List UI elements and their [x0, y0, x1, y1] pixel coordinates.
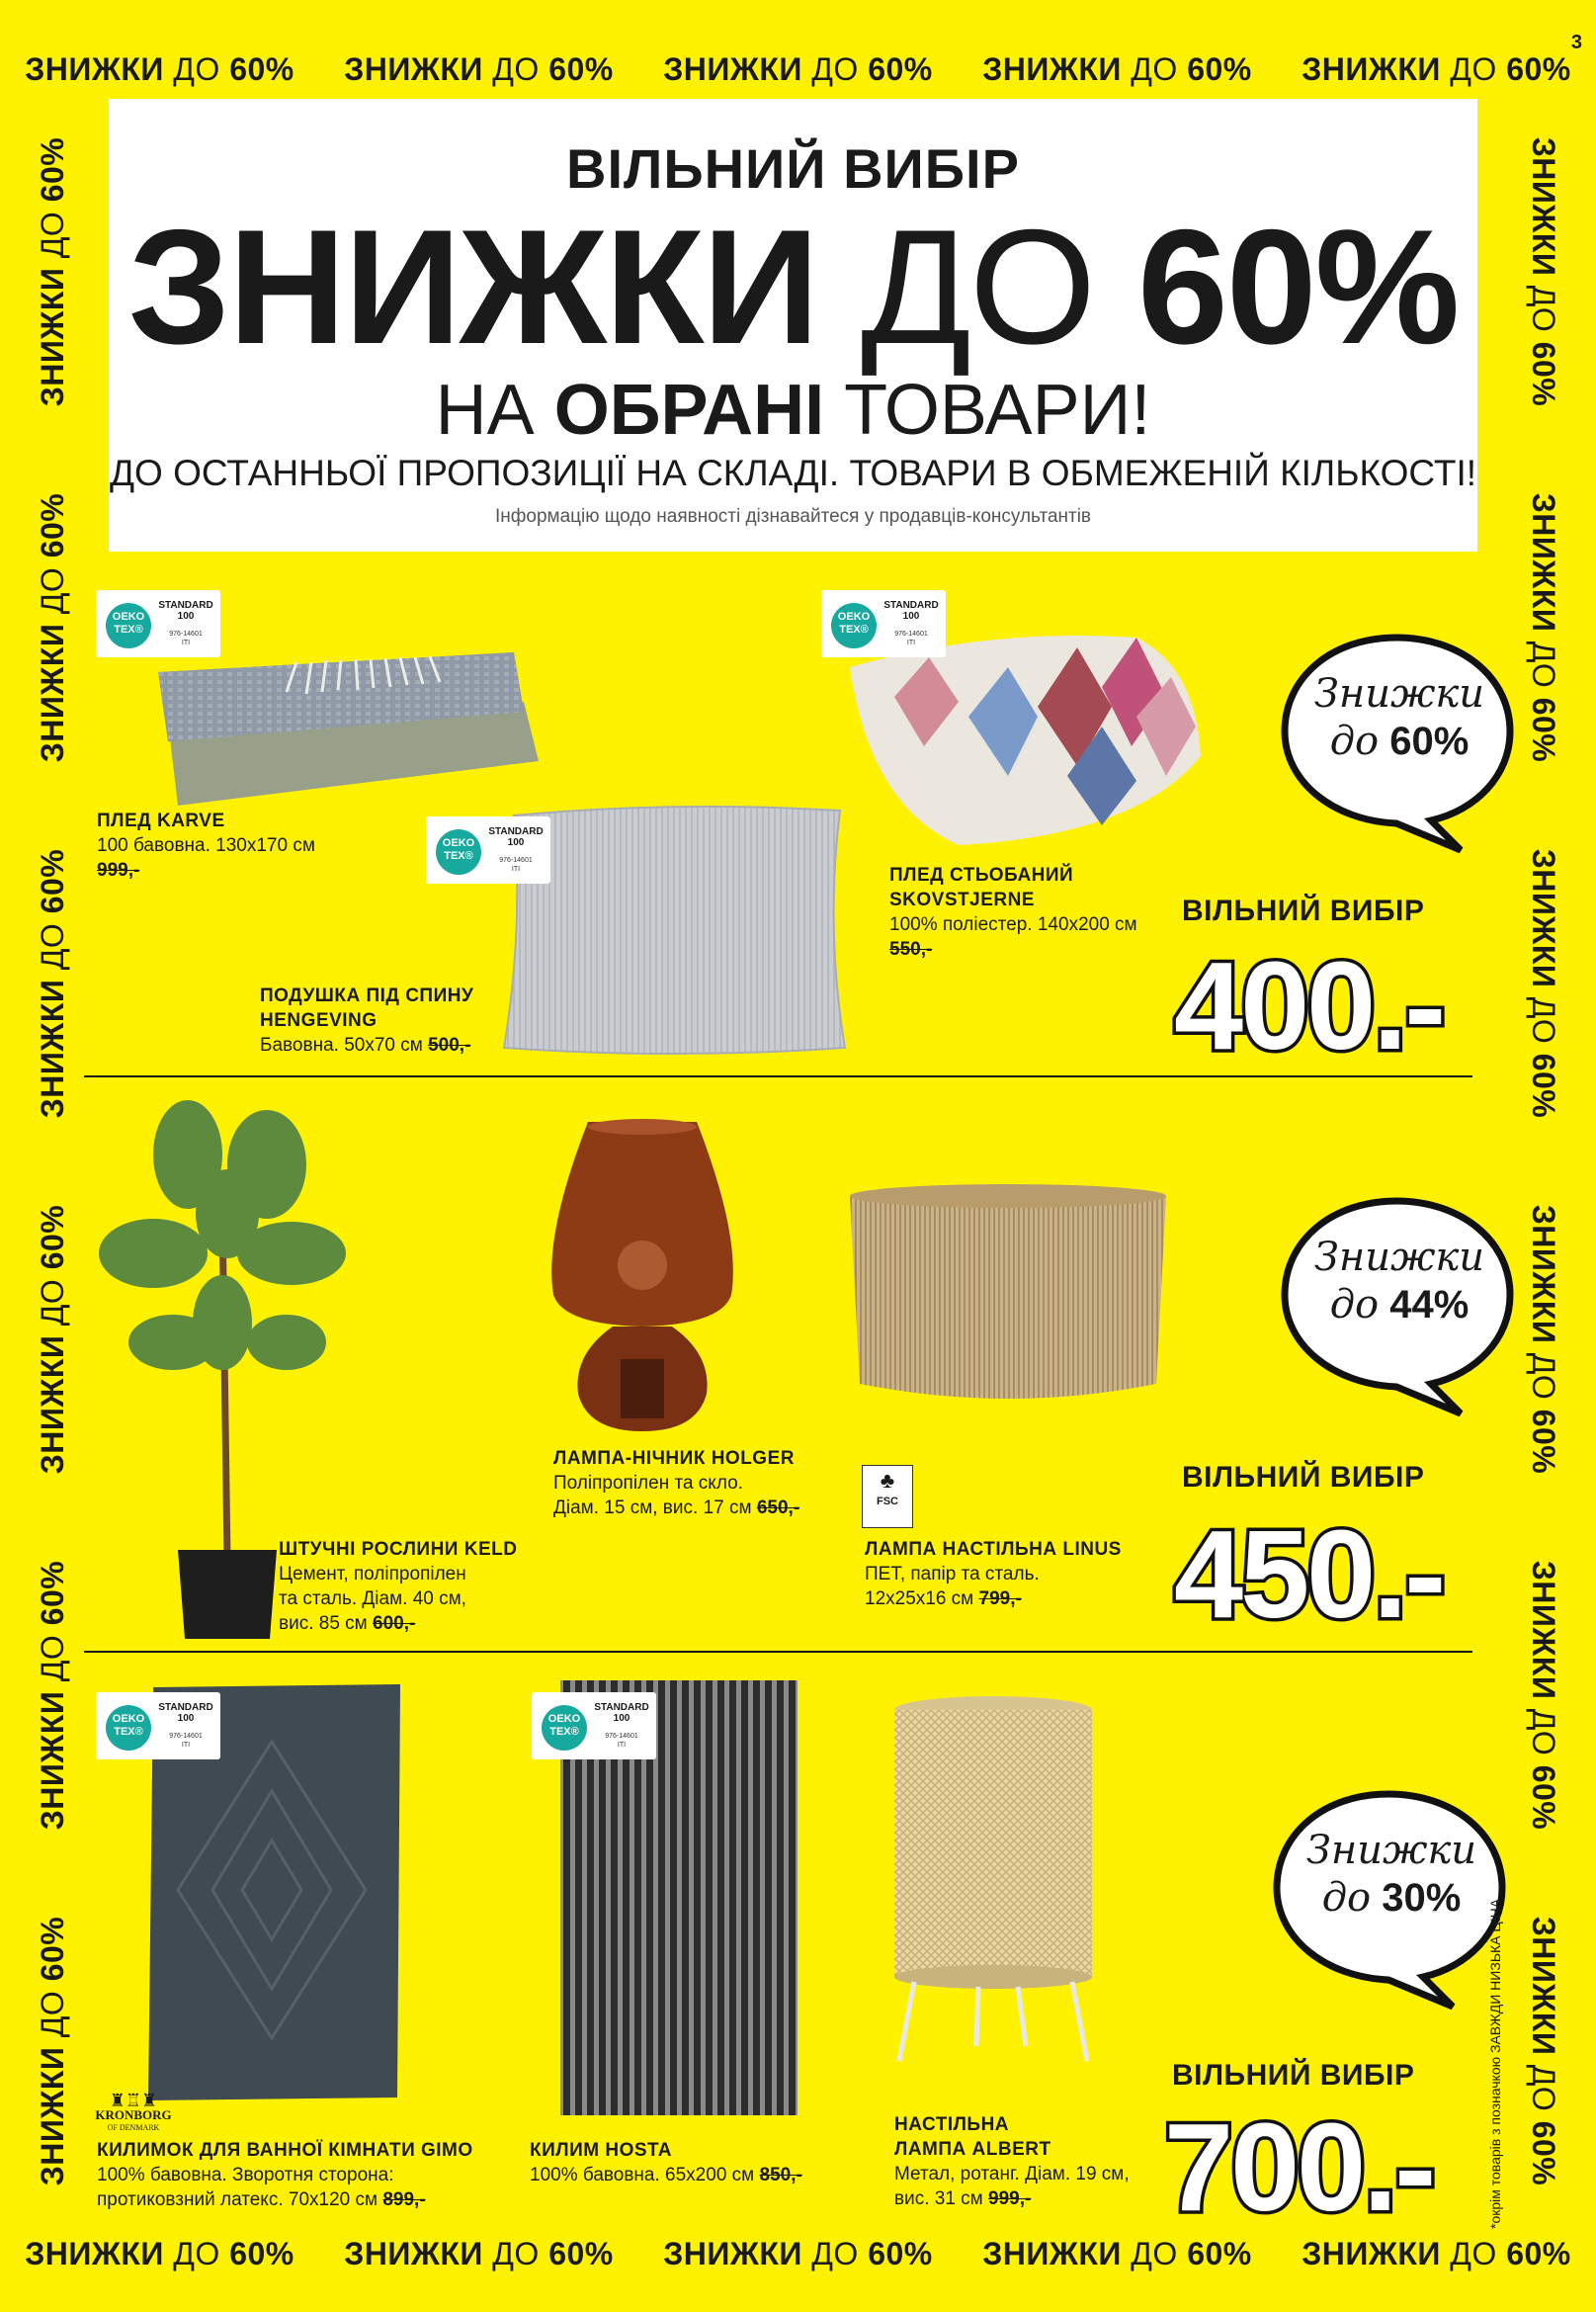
- strip-item: ЗНИЖКИ ДО 60%: [1526, 136, 1562, 407]
- strip-item: ЗНИЖКИ ДО 60%: [1302, 2235, 1571, 2271]
- header-main: ЗНИЖКИ ДО 60%: [127, 196, 1459, 378]
- strip-item: ЗНИЖКИ ДО 60%: [663, 2235, 933, 2271]
- old-price: 550,-: [889, 939, 933, 960]
- strip-item: ЗНИЖКИ ДО 60%: [25, 50, 294, 87]
- left-strip: [18, 94, 87, 2229]
- strip-item: ЗНИЖКИ ДО 60%: [1526, 1560, 1562, 1831]
- old-price: 500,-: [428, 1035, 471, 1056]
- oeko-tex-badge: OEKO TEX® STANDARD 100 976-14601 ITI: [821, 590, 946, 657]
- strip-item: ЗНИЖКИ ДО 60%: [344, 50, 614, 87]
- strip-item: ЗНИЖКИ ДО 60%: [34, 1916, 70, 2186]
- strip-item: ЗНИЖКИ ДО 60%: [1526, 1916, 1562, 2186]
- price-label: ВІЛЬНИЙ ВИБІР: [1182, 1461, 1425, 1494]
- discount-bubble: Знижки до 60%: [1273, 628, 1520, 855]
- strip-item: ЗНИЖКИ ДО 60%: [1302, 50, 1571, 87]
- price-value: 700.-: [1164, 2098, 1434, 2237]
- strip-item: ЗНИЖКИ ДО 60%: [982, 2235, 1252, 2271]
- strip-item: ЗНИЖКИ ДО 60%: [1526, 848, 1562, 1119]
- old-price: 600,-: [373, 1613, 416, 1634]
- linus-lamp-image: [845, 1181, 1171, 1413]
- product-albert: НАСТІЛЬНА ЛАМПА ALBERT Метал, ротанг. Діам. 19 см, вис. 31 см 999,-: [894, 2114, 1130, 2209]
- strip-item: ЗНИЖКИ ДО 60%: [1526, 492, 1562, 763]
- old-price: 999,-: [988, 2188, 1032, 2209]
- header-kicker: ВІЛЬНИЙ ВИБІР: [566, 137, 1020, 200]
- top-strip: [0, 35, 1596, 104]
- oeko-tex-badge: OEKO TEX® STANDARD 100 976-14601 ITI: [426, 816, 550, 884]
- product-keld: ШТУЧНІ РОСЛИНИ KELD Цемент, поліпропілен та сталь. Діам. 40 см, вис. 85 см 600,-: [279, 1539, 518, 1634]
- header-subtitle: НА ОБРАНІ ТОВАРИ!: [435, 371, 1151, 450]
- strip-item: ЗНИЖКИ ДО 60%: [344, 2235, 614, 2271]
- holger-lamp-image: [544, 1117, 741, 1433]
- old-price: 799,-: [978, 1588, 1022, 1609]
- side-footnote: *окрім товарів з позначкою ЗАВЖДИ НИЗЬКА ЦІНА: [1487, 1898, 1503, 2229]
- header-note: ДО ОСТАННЬОЇ ПРОПОЗИЦІЇ НА СКЛАДІ. ТОВАРИ В ОБМЕЖЕНІЙ КІЛЬКОСТІ!: [109, 453, 1477, 493]
- price-value: 450.-: [1174, 1504, 1444, 1644]
- strip-item: ЗНИЖКИ ДО 60%: [34, 1204, 70, 1475]
- strip-item: ЗНИЖКИ ДО 60%: [982, 50, 1252, 87]
- product-hosta: КИЛИМ HOSTA 100% бавовна. 65x200 см 850,-: [530, 2140, 802, 2185]
- page-number: 3: [1570, 32, 1582, 53]
- price-label: ВІЛЬНИЙ ВИБІР: [1172, 2059, 1415, 2092]
- oeko-tex-badge: OEKO TEX® STANDARD 100 976-14601 ITI: [96, 590, 220, 657]
- price-label: ВІЛЬНИЙ ВИБІР: [1182, 895, 1425, 927]
- strip-item: ЗНИЖКИ ДО 60%: [34, 1560, 70, 1831]
- strip-item: ЗНИЖКИ ДО 60%: [1526, 1204, 1562, 1475]
- old-price: 899,-: [382, 2189, 426, 2210]
- oeko-tex-badge: OEKO TEX® STANDARD 100 976-14601 ITI: [96, 1692, 220, 1759]
- product-gimo: КИЛИМОК ДЛЯ ВАННОЇ КІМНАТИ GIMO 100% бавовна. Зворотня сторона: протиковзний латекс. 70x120 см 899,-: [97, 2140, 473, 2210]
- strip-item: ЗНИЖКИ ДО 60%: [34, 492, 70, 763]
- discount-bubble: Знижки до 44%: [1273, 1191, 1520, 1418]
- kronborg-logo: ♜♖♜ KRONBORG OF DENMARK: [95, 2091, 172, 2132]
- fsc-badge: ♣ FSC: [862, 1465, 913, 1528]
- product-holger: ЛАМПА-НІЧНИК HOLGER Поліпропілен та скло. Діам. 15 см, вис. 17 см 650,-: [553, 1448, 800, 1518]
- product-hengeving: ПОДУШКА ПІД СПИНУ HENGEVING Бавовна. 50x70 см 500,-: [260, 985, 474, 1056]
- product-karve: ПЛЕД KARVE 100 бавовна. 130x170 см 999,-: [97, 809, 354, 883]
- strip-item: ЗНИЖКИ ДО 60%: [34, 848, 70, 1119]
- price-value: 400.-: [1174, 936, 1444, 1075]
- discount-bubble: Знижки до 30%: [1265, 1784, 1512, 2012]
- product-skovstjerne: ПЛЕД СТЬОБАНИЙ SKOVSTJERNE 100% поліестер. 140x200 см 550,-: [889, 863, 1176, 962]
- header-small-note: Інформацію щодо наявності дізнавайтеся у продавців-консультантів: [494, 506, 1092, 527]
- product-linus: ЛАМПА НАСТІЛЬНА LINUS ПЕТ, папір та сталь. 12x25x16 см 799,-: [865, 1539, 1122, 1609]
- right-strip: [1509, 94, 1578, 2229]
- strip-item: ЗНИЖКИ ДО 60%: [34, 136, 70, 407]
- promo-header: [109, 99, 1477, 552]
- old-price: 850,-: [759, 2165, 802, 2185]
- old-price: 999,-: [97, 860, 140, 881]
- strip-item: ЗНИЖКИ ДО 60%: [25, 2235, 294, 2271]
- castle-icon: ♜♖♜: [109, 2091, 158, 2110]
- oeko-tex-badge: OEKO TEX® STANDARD 100 976-14601 ITI: [532, 1692, 656, 1759]
- old-price: 650,-: [756, 1498, 800, 1518]
- albert-lamp-image: [880, 1690, 1107, 2066]
- strip-item: ЗНИЖКИ ДО 60%: [663, 50, 933, 87]
- section-divider: [84, 1075, 1472, 1077]
- section-divider: [84, 1651, 1472, 1653]
- tree-icon: ♣: [880, 1468, 895, 1493]
